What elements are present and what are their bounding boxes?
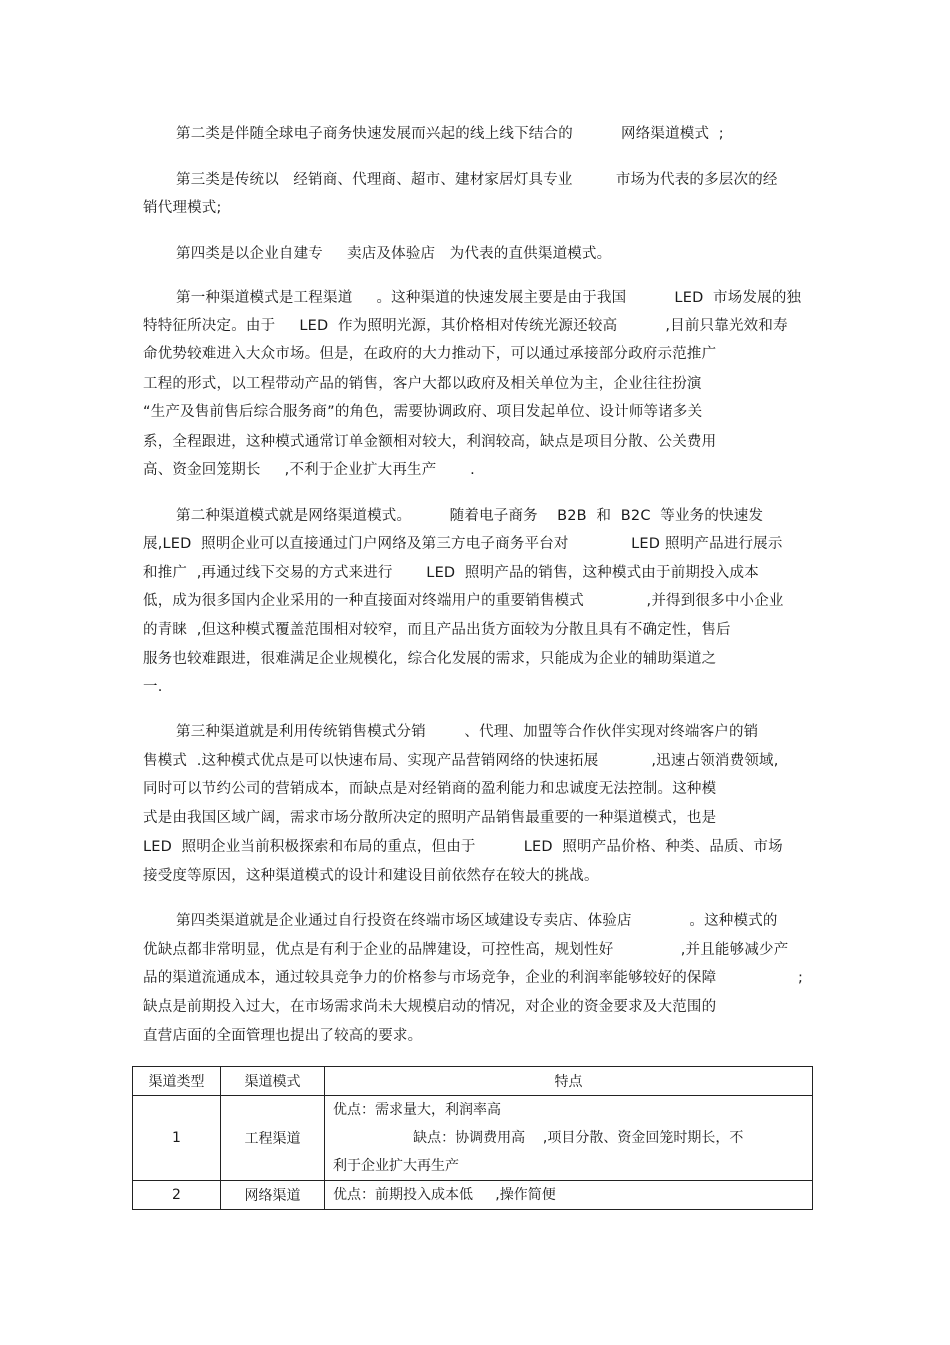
paragraph-distribution-line-3: 同时可以节约公司的营销成本，而缺点是对经销商的盈利能力和忠诚度无法控制。这种模 [143, 781, 717, 797]
cell-features [325, 1096, 813, 1181]
paragraph-network-line-2: 展,LED 照明企业可以直接通过门户网络及第三方电子商务平台对 LED 照明产品进行展示 [143, 536, 783, 552]
channel-table [132, 1066, 813, 1210]
paragraph-network-line-3: 和推广 ,再通过线下交易的方式来进行 LED 照明产品的销售，这种模式由于前期投入成本 [143, 565, 759, 581]
paragraph-direct-line-1: 第四类渠道就是企业通过自行投资在终端市场区域建设专卖店、体验店 。这种模式的 [176, 913, 778, 929]
feature-line: 优点：前期投入成本低 ,操作简便 [333, 1187, 556, 1203]
paragraph-3-line-1: 第三类是传统以 经销商、代理商、超市、建材家居灯具专业 市场为代表的多层次的经 [176, 172, 778, 188]
header-channel-type: 渠道类型 [133, 1067, 221, 1096]
paragraph-distribution-line-1: 第三种渠道就是利用传统销售模式分销 、代理、加盟等合作伙伴实现对终端客户的销 [176, 724, 759, 740]
feature-line: 利于企业扩大再生产 [333, 1158, 459, 1174]
paragraph-direct-line-3: 品的渠道流通成本，通过较具竞争力的价格参与市场竞争，企业的利润率能够较好的保障 ; [143, 970, 804, 986]
feature-line: 优点：需求量大，利润率高 [333, 1102, 501, 1118]
paragraph-network-line-6: 服务也较难跟进，很难满足企业规模化，综合化发展的需求，只能成为企业的辅助渠道之 [143, 651, 717, 667]
paragraph-engineering-line-1: 第一种渠道模式是工程渠道 。这种渠道的快速发展主要是由于我国 LED 市场发展的独 [176, 290, 802, 306]
header-features: 特点 [325, 1067, 813, 1096]
paragraph-distribution-line-6: 接受度等原因，这种渠道模式的设计和建设目前依然存在较大的挑战。 [143, 868, 599, 884]
paragraph-3-line-2: 销代理模式; [143, 200, 222, 216]
paragraph-engineering-line-2: 特特征所决定。由于 LED 作为照明光源，其价格相对传统光源还较高 ,目前只靠光效和寿 [143, 318, 788, 334]
paragraph-direct-line-2: 优缺点都非常明显，优点是有利于企业的品牌建设，可控性高，规划性好 ,并且能够减少产 [143, 942, 789, 958]
paragraph-network-line-5: 的青睐 ,但这种模式覆盖范围相对较窄，而且产品出货方面较为分散且具有不确定性，售后 [143, 622, 731, 638]
paragraph-network-line-4: 低，成为很多国内企业采用的一种直接面对终端用户的重要销售模式 ,并得到很多中小企业 [143, 593, 784, 609]
paragraph-engineering-line-5: “生产及售前售后综合服务商”的角色，需要协调政府、项目发起单位、设计师等诸多关 [143, 404, 703, 420]
table-row [133, 1181, 813, 1210]
cell-mode: 工程渠道 [221, 1096, 325, 1181]
cell-mode: 网络渠道 [221, 1181, 325, 1210]
paragraph-network-line-7: 一. [143, 679, 163, 695]
paragraph-4-line-1: 第四类是以企业自建专 卖店及体验店 为代表的直供渠道模式。 [176, 246, 612, 262]
paragraph-engineering-line-6: 系，全程跟进，这种模式通常订单金额相对较大，利润较高，缺点是项目分散、公关费用 [143, 434, 717, 450]
paragraph-direct-line-5: 直营店面的全面管理也提出了较高的要求。 [143, 1028, 423, 1044]
table-row [133, 1096, 813, 1181]
paragraph-2-line-1: 第二类是伴随全球电子商务快速发展而兴起的线上线下结合的 网络渠道模式 ; [176, 126, 724, 142]
feature-line: 缺点：协调费用高 ,项目分散、资金回笼时期长，不 [333, 1130, 744, 1146]
paragraph-direct-line-4: 缺点是前期投入过大，在市场需求尚未大规模启动的情况，对企业的资金要求及大范围的 [143, 999, 717, 1015]
cell-type: 2 [133, 1181, 221, 1210]
header-channel-mode: 渠道模式 [221, 1067, 325, 1096]
paragraph-distribution-line-2: 售模式 .这种模式优点是可以快速布局、实现产品营销网络的快速拓展 ,迅速占领消费领域, [143, 753, 779, 769]
paragraph-distribution-line-4: 式是由我国区域广阔，需求市场分散所决定的照明产品销售最重要的一种渠道模式，也是 [143, 810, 717, 826]
paragraph-engineering-line-3: 命优势较难进入大众市场。但是，在政府的大力推动下，可以通过承接部分政府示范推广 [143, 346, 717, 362]
paragraph-distribution-line-5: LED 照明企业当前积极探索和布局的重点，但由于 LED 照明产品价格、种类、品质、市场 [143, 839, 783, 855]
table-header-row [133, 1067, 813, 1096]
paragraph-network-line-1: 第二种渠道模式就是网络渠道模式。 随着电子商务 B2B 和 B2C 等业务的快速发 [176, 508, 764, 524]
cell-type: 1 [133, 1096, 221, 1181]
paragraph-engineering-line-4: 工程的形式，以工程带动产品的销售，客户大都以政府及相关单位为主，企业往往扮演 [143, 376, 702, 392]
cell-features [325, 1181, 813, 1210]
paragraph-engineering-line-7: 高、资金回笼期长 ,不利于企业扩大再生产 . [143, 462, 475, 478]
